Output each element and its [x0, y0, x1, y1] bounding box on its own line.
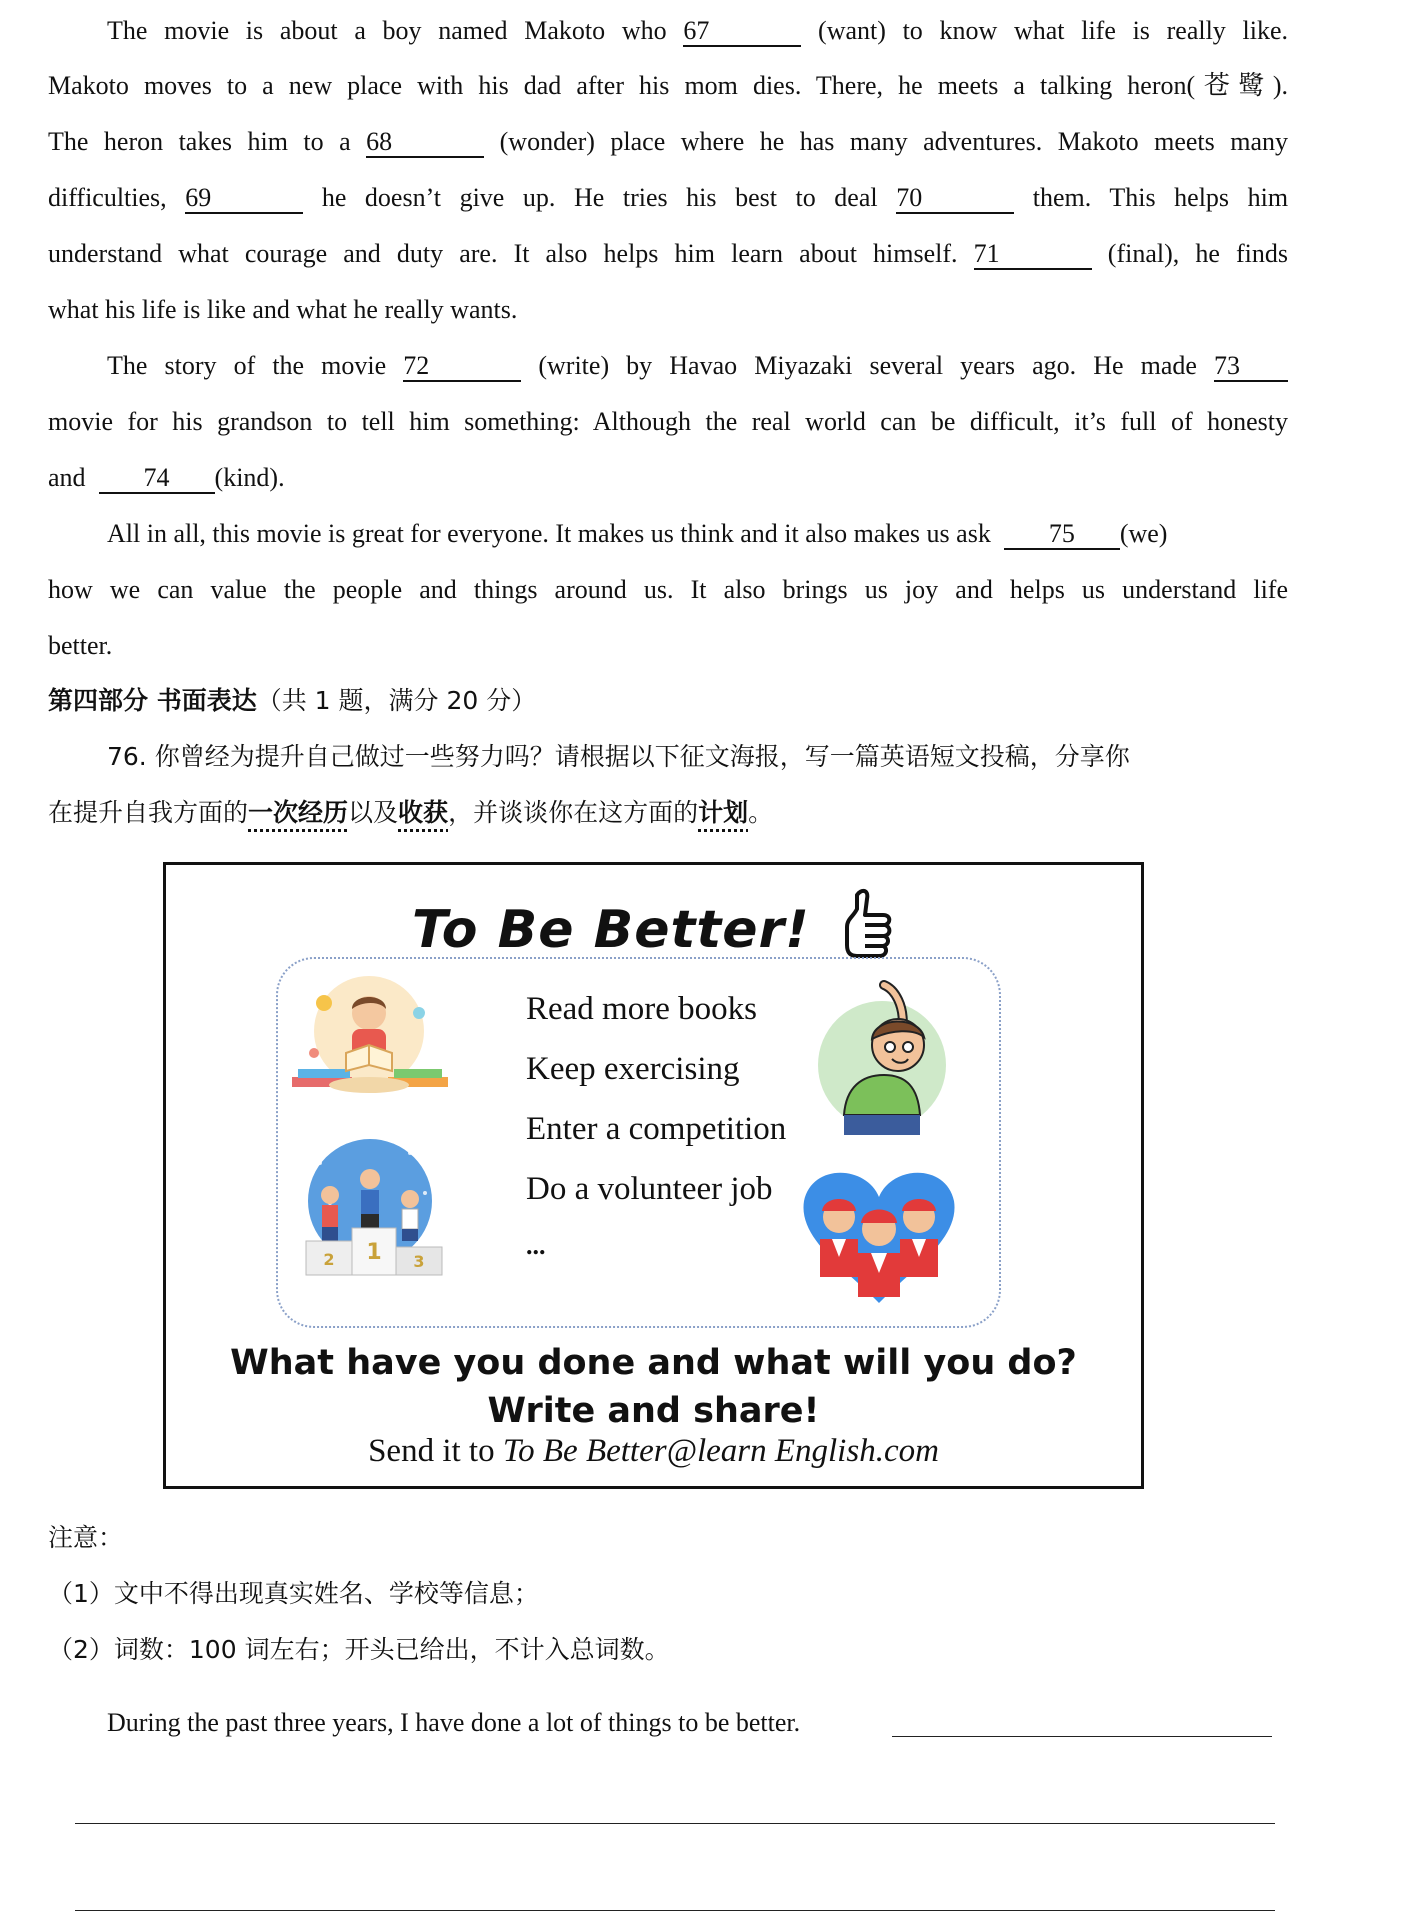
thumbs-up-icon: [843, 887, 895, 961]
section-heading: [48, 684, 1288, 718]
question-text: 以及: [348, 798, 399, 827]
passage-text: The heron takes him to a: [48, 127, 351, 156]
passage-line: how we can value the people and things around us. It also brings us joy and helps us understand life: [48, 575, 1288, 604]
poster-tagline: Write and share!: [487, 1391, 820, 1431]
blank-72: 72: [403, 352, 521, 382]
exercising-boy-image: [814, 975, 954, 1135]
poster-item-ellipsis: ...: [526, 1231, 546, 1260]
poster-item: Keep exercising: [526, 1051, 740, 1087]
passage-text: All in all, this movie is great for everyone. It makes us think and it also makes us ask: [107, 519, 991, 548]
passage-line: movie for his grandson to tell him something: Although the real world can be difficult, it’s full of honesty: [48, 407, 1288, 436]
emphasis-experience: 一次经历: [248, 798, 349, 827]
send-email: To Be Better@learn English.com: [502, 1433, 939, 1469]
note-item: （1）文中不得出现真实姓名、学校等信息；: [48, 1579, 539, 1608]
blank-73: 73: [1214, 352, 1288, 382]
passage-line: [48, 237, 1288, 271]
section-title: 第四部分 书面表达: [48, 686, 257, 715]
passage-line: what his life is like and what he really wants.: [48, 295, 518, 324]
passage-text: (final), he finds: [1107, 239, 1289, 268]
podium-winners-image: [300, 1133, 450, 1283]
question-line: 76. 你曾经为提升自己做过一些努力吗？请根据以下征文海报，写一篇英语短文投稿，分享你: [107, 742, 1130, 771]
question-text: 。: [748, 798, 774, 827]
question-line: [48, 796, 1288, 830]
podium-label-2: 2: [323, 1250, 335, 1269]
emphasis-gains: 收获: [398, 798, 449, 827]
blank-68: 68: [366, 128, 484, 158]
passage-text: (kind).: [214, 463, 285, 492]
note-item: （2）词数：100 词左右；开头已给出，不计入总词数。: [48, 1635, 670, 1664]
passage-text: (wonder) place where he has many adventures. Makoto meets many: [499, 127, 1288, 156]
podium-label-3: 3: [413, 1252, 425, 1271]
blank-70: 70: [896, 184, 1014, 214]
volunteers-heart-image: [794, 1157, 964, 1307]
passage-text: The story of the movie: [107, 351, 387, 380]
passage-line: [48, 181, 1288, 215]
passage-line: [48, 461, 1288, 495]
passage-text: (write) by Havao Miyazaki several years ago. He made: [538, 351, 1197, 380]
section-score: （共 1 题，满分 20 分）: [256, 686, 537, 715]
passage-line: [48, 125, 1288, 159]
notes-title: 注意：: [48, 1523, 124, 1552]
answer-line[interactable]: [75, 1910, 1275, 1911]
poster-item: Enter a competition: [526, 1111, 787, 1147]
passage-text: (we): [1119, 519, 1168, 548]
blank-71: 71: [974, 240, 1092, 270]
poster-item: Do a volunteer job: [526, 1171, 773, 1207]
emphasis-plan: 计划: [698, 798, 749, 827]
passage-line: [107, 14, 1288, 48]
passage-line: better.: [48, 631, 113, 660]
answer-line[interactable]: [892, 1736, 1272, 1737]
blank-69: 69: [185, 184, 303, 214]
reading-child-image: [284, 973, 454, 1103]
essay-poster: [163, 862, 1144, 1489]
passage-text: them. This helps him: [1032, 183, 1289, 212]
passage-text: he doesn’t give up. He tries his best to deal: [321, 183, 878, 212]
passage-line: [107, 517, 1303, 551]
blank-74: 74: [99, 464, 215, 494]
poster-title: [166, 887, 1141, 961]
poster-item: Read more books: [526, 991, 757, 1027]
passage-line: [107, 349, 1288, 383]
passage-text: difficulties,: [48, 183, 167, 212]
passage-text: understand what courage and duty are. It also helps him learn about himself.: [48, 239, 958, 268]
writing-opening: During the past three years, I have done a lot of things to be better.: [107, 1708, 801, 1737]
passage-text: (want) to know what life is really like.: [818, 16, 1288, 45]
passage-line: Makoto moves to a new place with his dad after his mom dies. There, he meets a talking heron(苍鹭).: [48, 71, 1288, 100]
passage-text: The movie is about a boy named Makoto who: [107, 16, 667, 45]
poster-send-line: [166, 1433, 1141, 1470]
send-prefix: Send it to: [368, 1433, 503, 1469]
blank-67: 67: [683, 17, 801, 47]
podium-label-1: 1: [366, 1240, 382, 1265]
poster-title-text: To Be Better!: [412, 900, 810, 960]
answer-line[interactable]: [75, 1823, 1275, 1824]
question-text: ，并谈谈你在这方面的: [448, 798, 699, 827]
poster-tagline: What have you done and what will you do?: [230, 1343, 1077, 1383]
blank-75: 75: [1004, 520, 1120, 550]
question-text: 在提升自我方面的: [48, 798, 249, 827]
passage-text: and: [48, 463, 86, 492]
